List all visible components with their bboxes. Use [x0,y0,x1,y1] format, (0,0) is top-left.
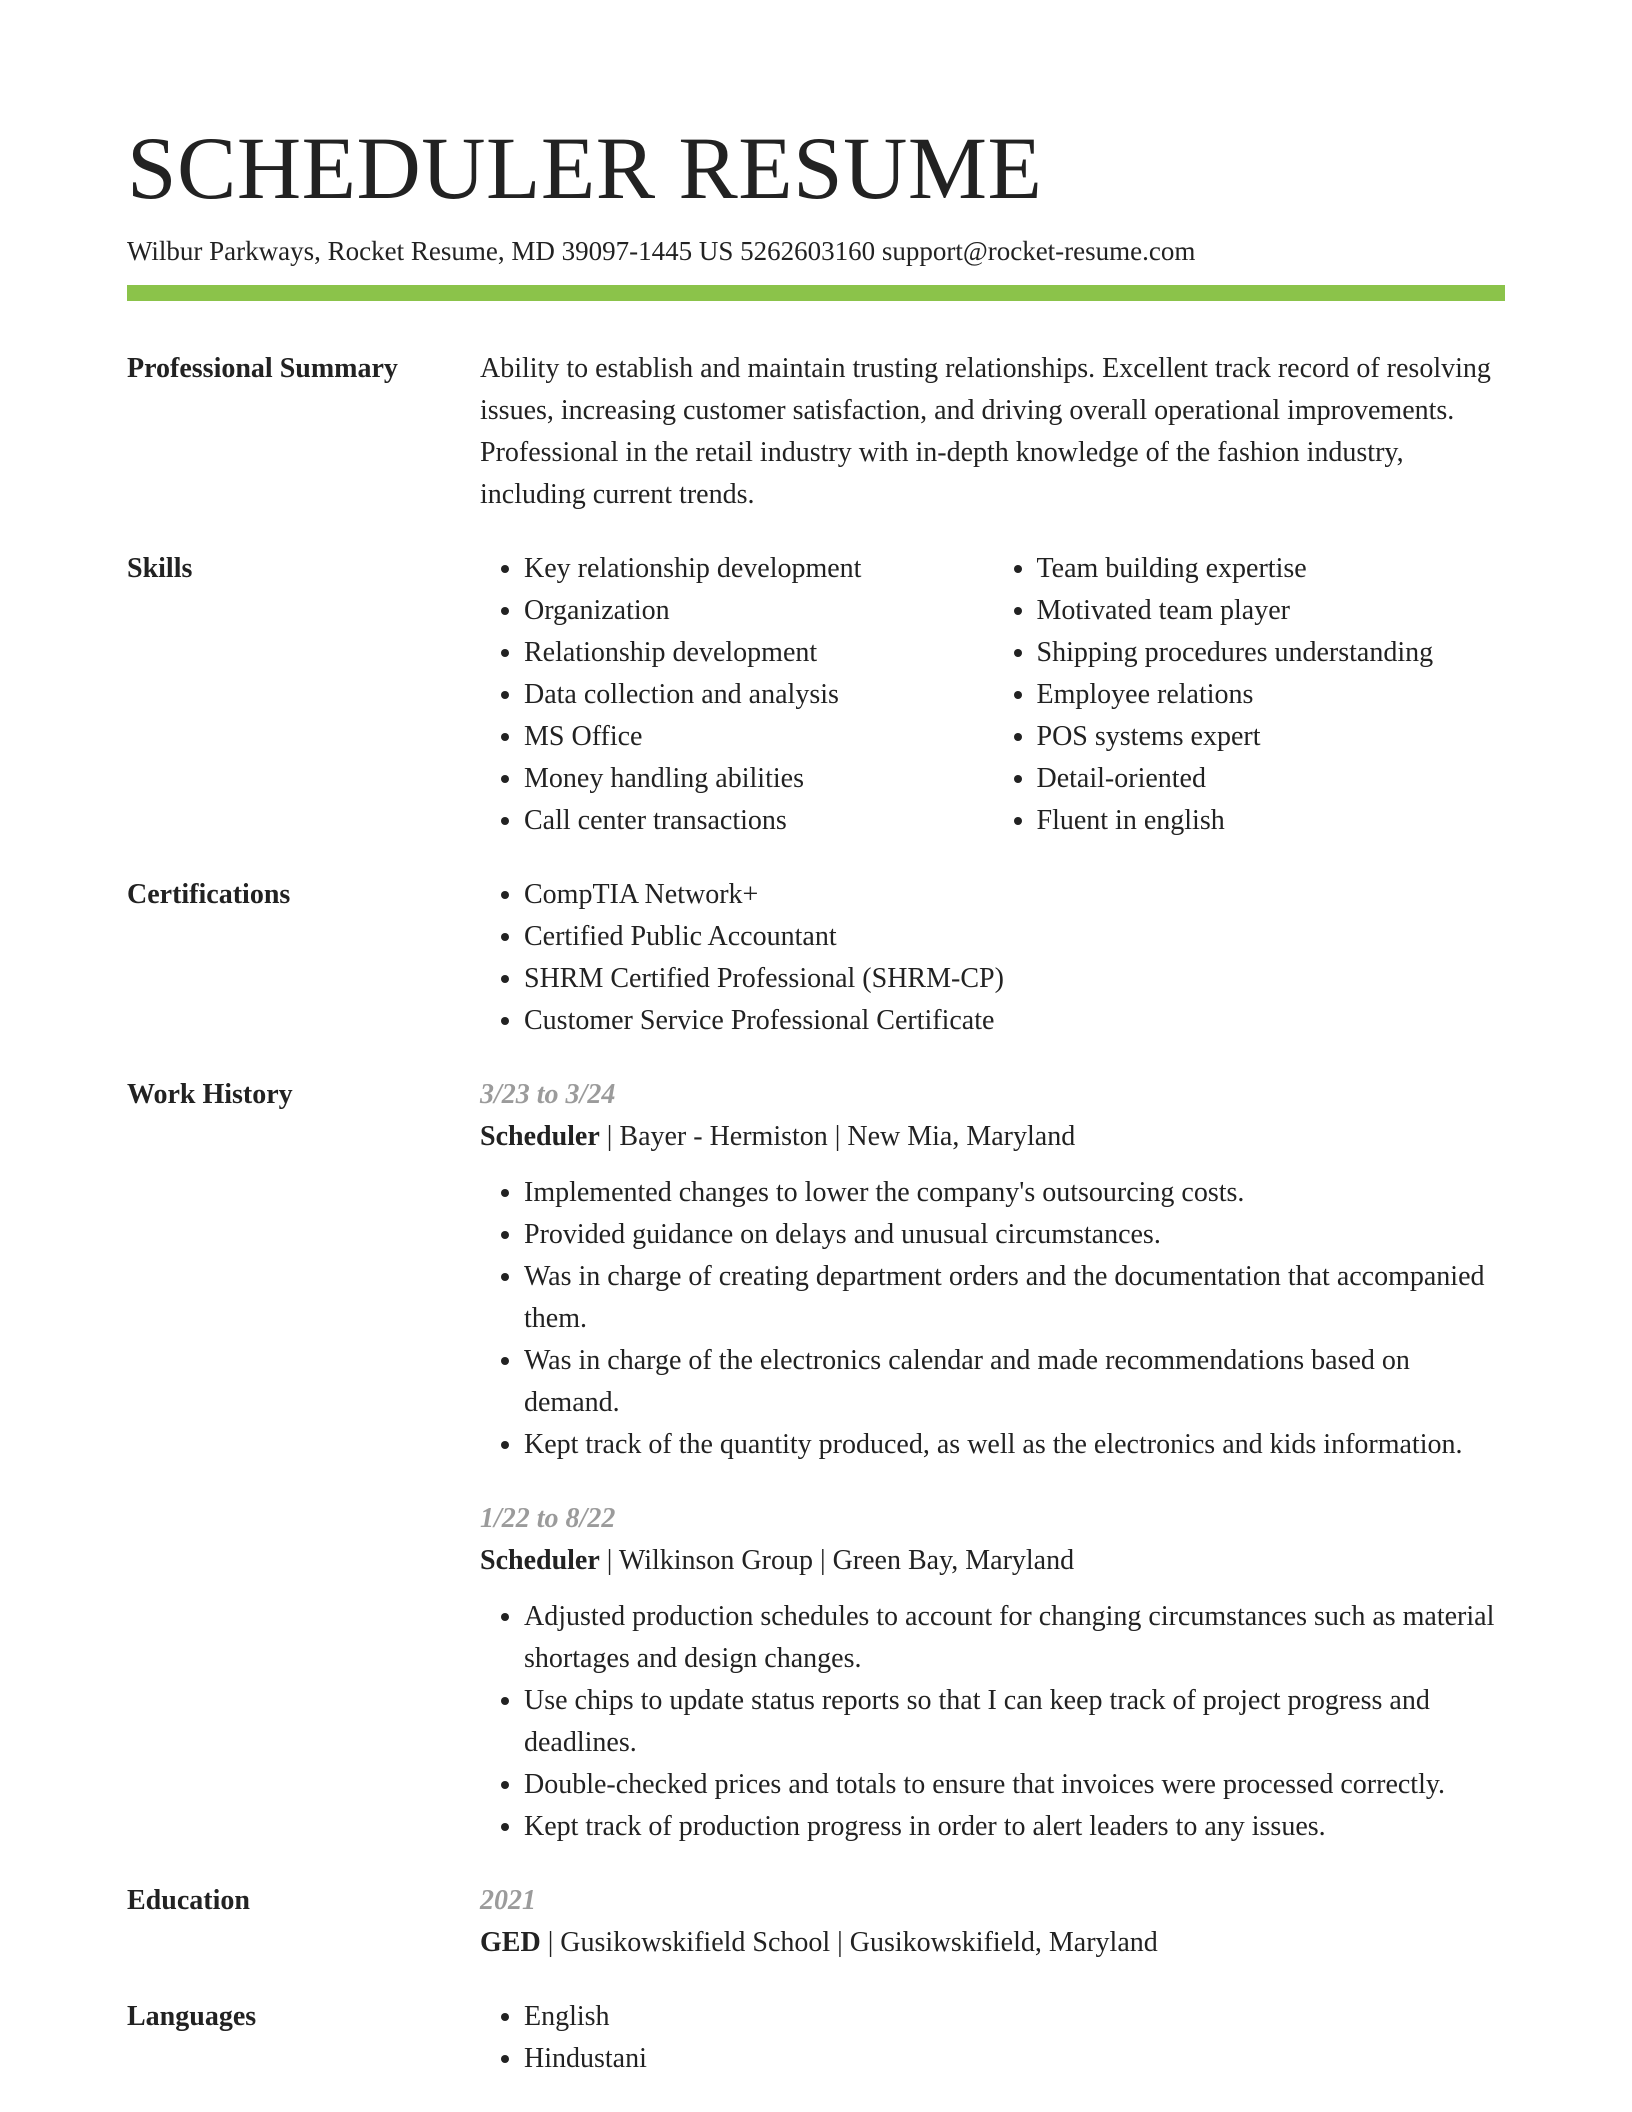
skill-item: • Data collection and analysis [524,674,993,716]
job-title: Scheduler [480,1545,600,1576]
resume-title: SCHEDULER RESUME [127,120,1043,218]
job-heading [480,1116,1505,1158]
certifications-list [480,874,1505,1042]
job-bullet: • Implemented changes to lower the company's outsourcing costs. [524,1172,1505,1214]
skill-item: • Money handling abilities [524,758,993,800]
job-bullet: • Adjusted production schedules to account for changing circumstances such as material shortages and design changes. [524,1596,1505,1680]
skill-item: • MS Office [524,716,993,758]
section-label: Skills [127,553,193,584]
languages-section [127,1996,1505,2080]
job-dates: 1/22 to 8/22 [480,1503,616,1534]
skill-item: • Shipping procedures understanding [1037,632,1506,674]
resume-header [127,118,1505,270]
skills-list-right [993,548,1506,842]
contact-line: Wilbur Parkways, Rocket Resume, MD 39097-1445 US 5262603160 support@rocket-resume.com [127,236,1196,267]
job-details: | Bayer - Hermiston | New Mia, Maryland [599,1121,1076,1152]
summary-section [127,348,1505,516]
section-label: Languages [127,2001,257,2032]
accent-divider [127,285,1505,301]
job-bullets [480,1596,1505,1848]
skills-section [127,548,1505,842]
skill-item: • Relationship development [524,632,993,674]
language-item: • Hindustani [524,2038,1505,2080]
job-entry [480,1074,1505,1466]
certifications-section [127,874,1505,1042]
certification-item: • SHRM Certified Professional (SHRM-CP) [524,958,1505,1000]
job-title: Scheduler [480,1121,600,1152]
skill-item: • Motivated team player [1037,590,1506,632]
work-history-section [127,1074,1505,1848]
section-label: Education [127,1885,250,1916]
skills-list-left [480,548,993,842]
language-item: • English [524,1996,1505,2038]
skill-item: • POS systems expert [1037,716,1506,758]
skill-item: • Organization [524,590,993,632]
job-details: | Wilkinson Group | Green Bay, Maryland [599,1545,1075,1576]
section-label: Certifications [127,879,291,910]
summary-text: Ability to establish and maintain trusting relationships. Excellent track record of resolving issues, increasing customer satisfaction, and driving overall operational improvements. Professional in the retail industry with in-depth knowledge of the fashion industry, including current trends. [480,353,1491,510]
job-bullet: • Provided guidance on delays and unusual circumstances. [524,1214,1505,1256]
education-details: | Gusikowskifield School | Gusikowskifield, Maryland [540,1927,1158,1958]
job-bullet: • Kept track of production progress in order to alert leaders to any issues. [524,1806,1505,1848]
certification-item: • Certified Public Accountant [524,916,1505,958]
certification-item: • Customer Service Professional Certificate [524,1000,1505,1042]
languages-list [480,1996,1505,2080]
job-bullet: • Was in charge of the electronics calendar and made recommendations based on demand. [524,1340,1505,1424]
job-bullet: • Double-checked prices and totals to ensure that invoices were processed correctly. [524,1764,1505,1806]
education-heading [480,1922,1505,1964]
certification-item: • CompTIA Network+ [524,874,1505,916]
section-label: Work History [127,1079,293,1110]
skill-item: • Employee relations [1037,674,1506,716]
resume-content [127,348,1505,2112]
skill-item: • Call center transactions [524,800,993,842]
job-dates: 3/23 to 3/24 [480,1079,616,1110]
skill-item: • Fluent in english [1037,800,1506,842]
education-year: 2021 [480,1885,536,1916]
education-degree: GED [480,1927,541,1958]
job-bullets [480,1172,1505,1466]
skill-item: • Detail-oriented [1037,758,1506,800]
skill-item: • Key relationship development [524,548,993,590]
job-bullet: • Use chips to update status reports so that I can keep track of project progress and deadlines. [524,1680,1505,1764]
job-heading [480,1540,1505,1582]
job-entry [480,1498,1505,1848]
skill-item: • Team building expertise [1037,548,1506,590]
job-bullet: • Was in charge of creating department orders and the documentation that accompanied them. [524,1256,1505,1340]
job-bullet: • Kept track of the quantity produced, as well as the electronics and kids information. [524,1424,1505,1466]
section-label: Professional Summary [127,353,398,384]
education-section [127,1880,1505,1964]
